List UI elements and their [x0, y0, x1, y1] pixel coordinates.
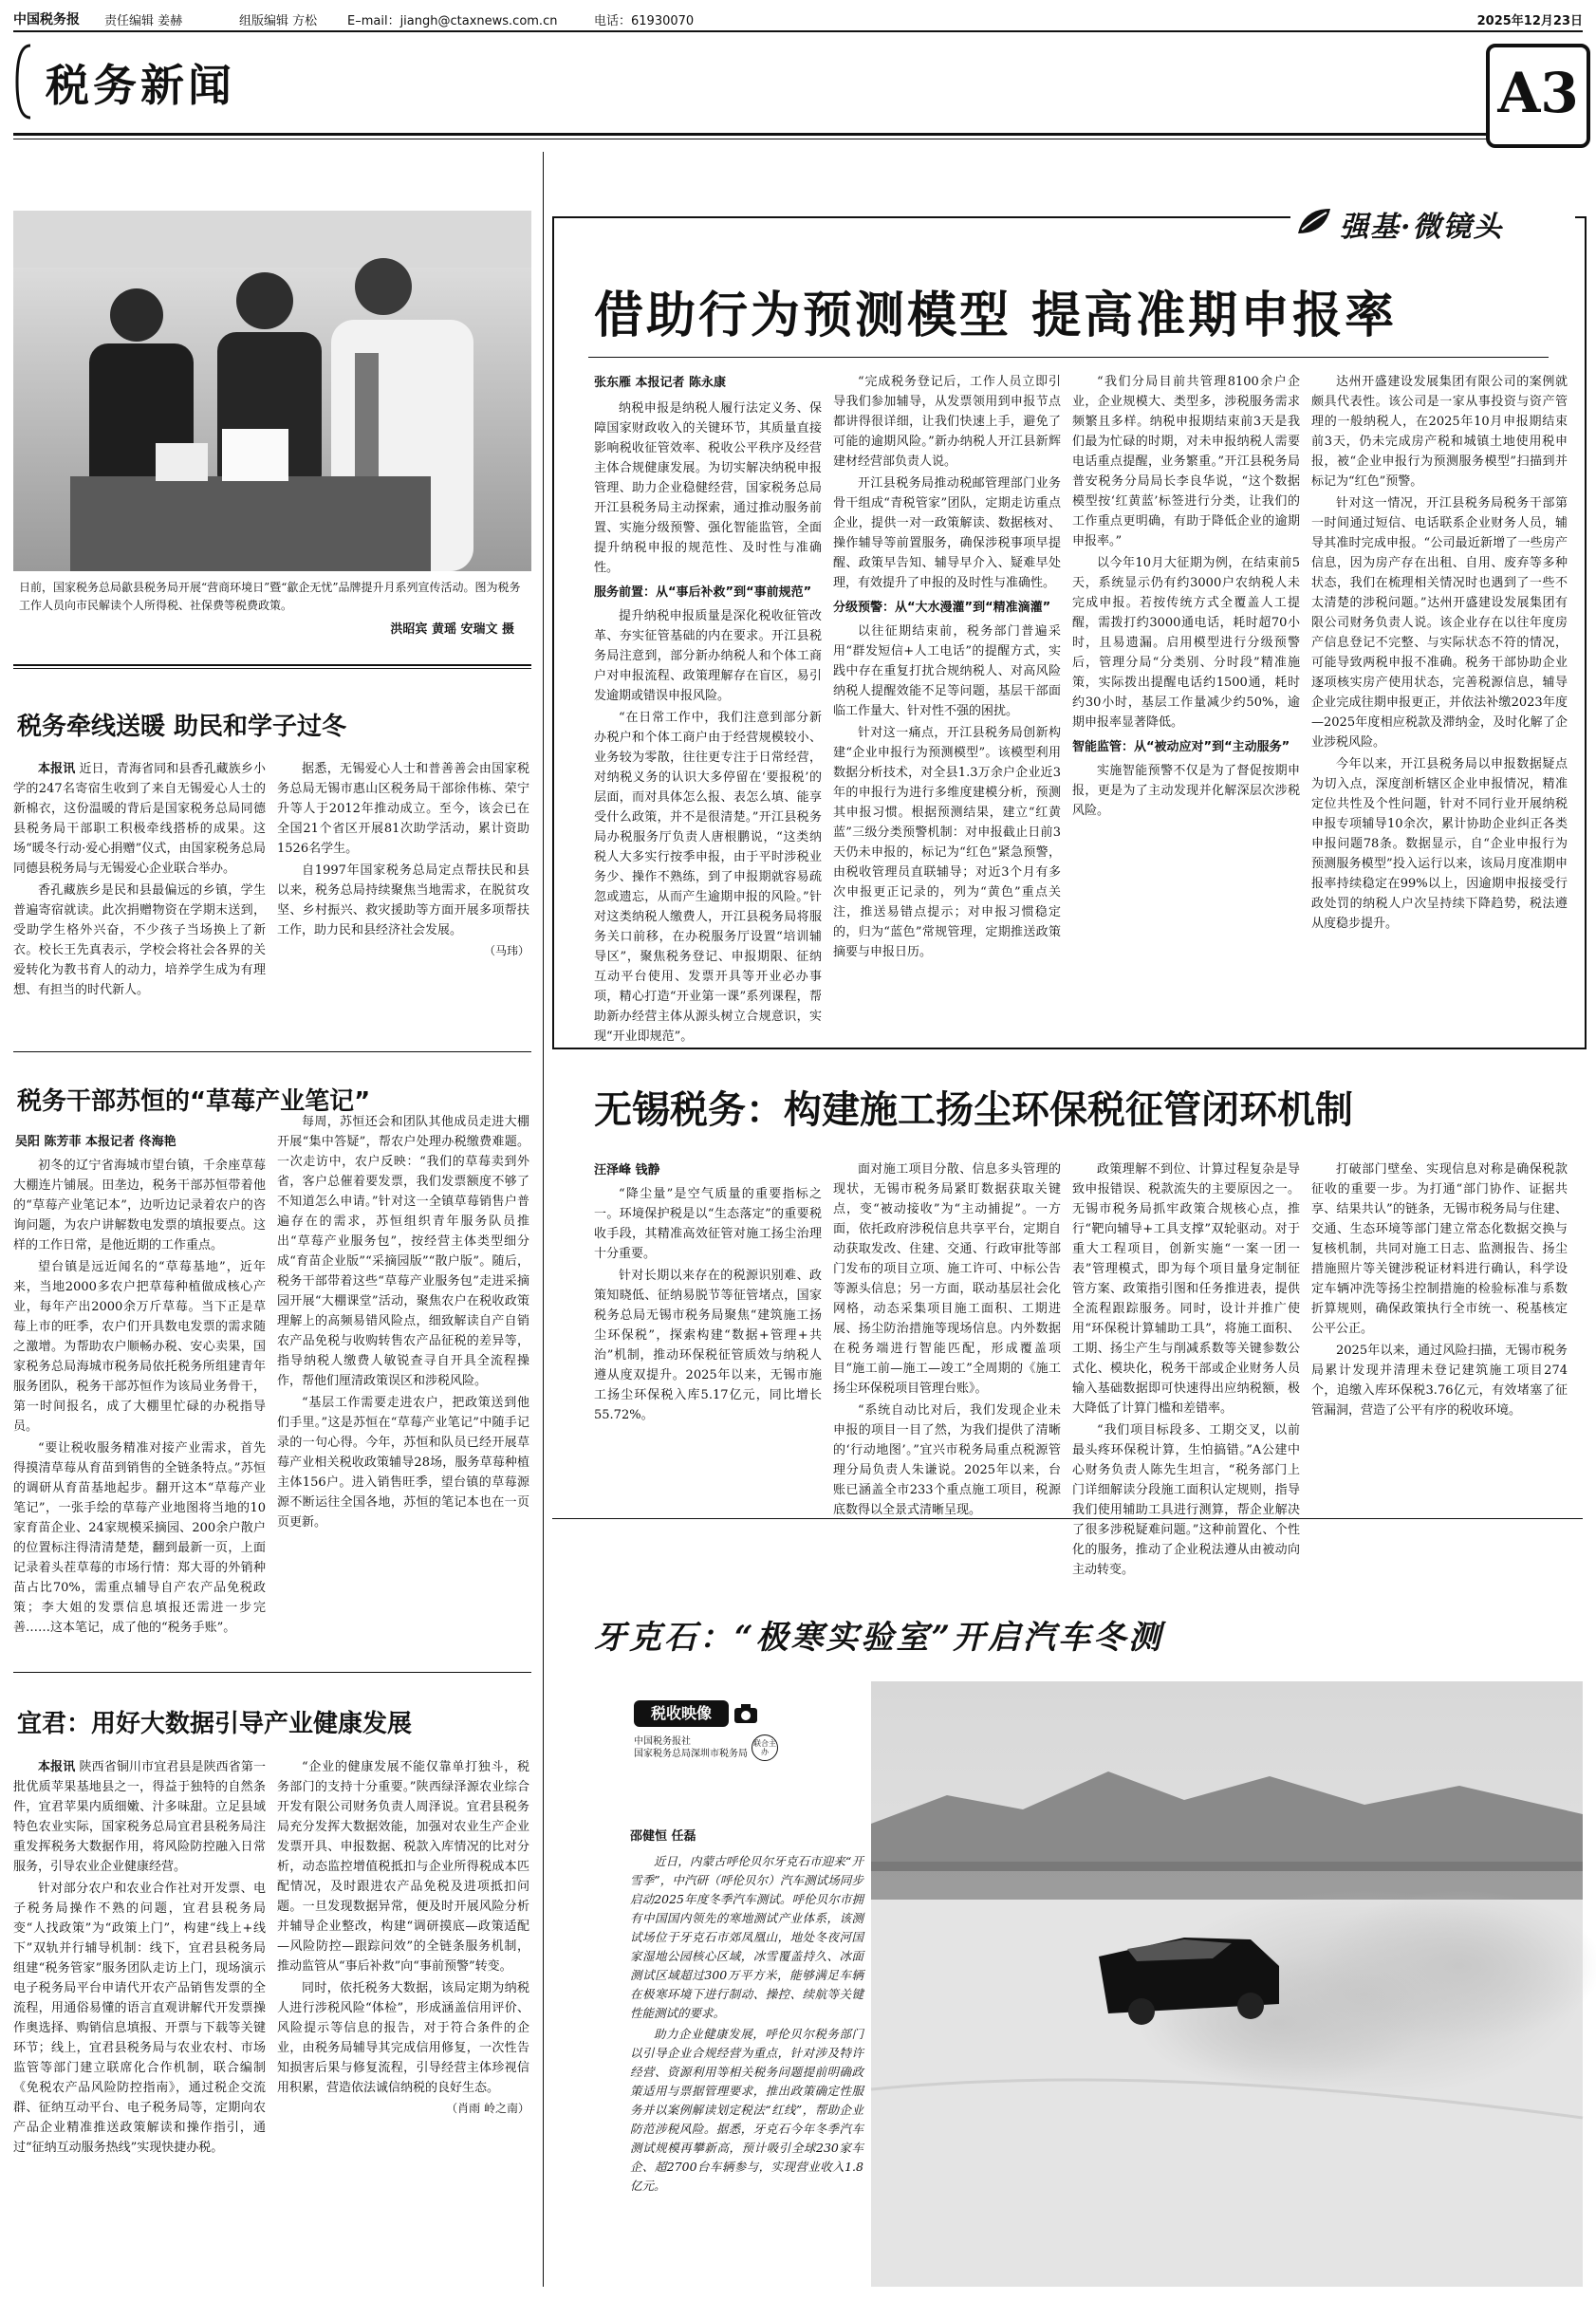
wuxi-col2: [833, 1159, 1061, 1517]
winter-car-test-photo: [871, 1681, 1583, 2287]
article2-p2: 望台镇是远近闻名的“草莓基地”，近年来，当地2000多农户把草莓种植做成核心产业，每年产出2000余万斤草莓。当下正是草莓上市的旺季，农户们开具数电发票的需求随之激增。为帮助农户顺畅办税、安心卖果，国家税务总局海城市税务局依托税务所组建青年服务团队，税务干部苏恒作为该局业务骨干，第一时间报名，成了大棚里忙碌的办税指导员。: [13, 1260, 266, 1434]
main-p3: “在日常工作中，我们注意到部分新办税户和个体工商户由于经营规模较小、业务较为零散，往往更专注于日常经营，对纳税义务的认识大多停留在‘要报税’的层面，而对具体怎么报、表怎么填、能享受什么政策，并不是很清楚。”开江县税务局办税服务厅负责人唐根鹏说，“这类纳税人大多实行按季申报，由于平时涉税业务少、操作不熟练，到了申报期就容易疏忽或遗忘，从而产生逾期申报的风险。”针对这类纳税人缴费人，开江县税务局将服务关口前移，在办税服务厅设置“培训辅导区”，聚焦税务登记、申报期限、征纳互动平台使用、发票开具等开业必办事项，精心打造“开业第一课”系列课程，帮助新办经营主体从源头树立合规意识，实现“开业即规范”。: [594, 711, 822, 1044]
article3-p4: 同时，依托税务大数据，该局定期为纳税人进行涉税风险“体检”，形成涵盖信用评价、风险提示等信息的报告，对于符合条件的企业，由税务局辅导其完成信用修复，一次性告知损害后果与修复流程，引导经营主体珍视信用积累，营造依法诚信纳税的良好生态。: [277, 1981, 529, 2095]
wuxi-col1: [594, 1184, 822, 1497]
main-p8: “我们分局目前共管理8100余户企业，企业规模大、类型多，涉税服务需求频繁且多样。纳税申报期结束前3天是我们最为忙碌的时期，对未申报纳税人需要电话重点提醒，业务繁重。”开江县税务局普安税务分局局长李良华说，“这个数据模型按‘红黄蓝’标签进行分类，让我们的工作重点更明确，有助于降低企业的逾期申报率。”: [1072, 375, 1300, 548]
article3-lead: 本报讯: [38, 1760, 76, 1774]
article2-col1: [13, 1156, 266, 1659]
main-p11: 达州开盛建设发展集团有限公司的案例就颇具代表性。该公司是一家从事投资与资产管理的一般纳税人，在2025年10月申报期结束前3天，仍未完成房产税和城镇土地使用税申报，被“企业申报行为预测服务模型”扫描到并标记为“红色”预警。: [1311, 375, 1568, 489]
section-title: 税务新闻: [46, 60, 235, 111]
article3-sign: （肖雨 岭之南）: [446, 2102, 529, 2115]
photo1-credit: 洪昭宾 黄瑶 安瑞文 摄: [390, 622, 514, 637]
main-p2: 提升纳税申报质量是深化税收征管改革、夯实征管基础的内在要求。开江县税务局注意到，部分新办纳税人和个体工商户对申报流程、政策理解存在盲区，易引发逾期或错误申报风险。: [594, 609, 822, 703]
main-subhead3: 智能监管：从“被动应对”到“主动服务”: [1072, 740, 1290, 754]
wuxi-byline: 汪泽峰 钱静: [594, 1163, 660, 1178]
issue-date: 2025年12月23日: [1476, 14, 1583, 28]
main-p6: 以往征期结束前，税务部门普遍采用“群发短信+人工电话”的提醒方式，实践中存在重复打扰合规纳税人、对高风险纳税人提醒效能不足等问题，基层干部面临工作量大、针对性不强的困扰。: [833, 624, 1061, 718]
wuxi-title: 无锡税务：构建施工扬尘环保税征管闭环机制: [594, 1088, 1353, 1132]
yakeshi-title: 牙克石：“极寒实验室”开启汽车冬测: [594, 1619, 1164, 1657]
section-header: [13, 42, 355, 121]
layout-credit: 组版编辑 方松: [239, 14, 318, 28]
email-info: E–mail：jiangh@ctaxnews.com.cn: [347, 14, 558, 28]
article1-p4: 自1997年国家税务总局定点帮扶民和县以来，税务总局持续聚焦当地需求，在脱贫攻坚、乡村振兴、救灾援助等方面开展多项帮扶工作，助力民和县经济社会发展。: [277, 863, 529, 937]
page-number: A3: [1497, 61, 1579, 125]
wuxi-p4: “系统自动比对后，我们发现企业未申报的项目一目了然，为我们提供了清晰的‘行动地图’。”宜兴市税务局重点税源管理分局负责人朱谦说。2025年以来，台账已涵盖全市233个重点施工项目，税源底数得以全景式清晰呈现。: [833, 1403, 1061, 1517]
article3-p2: 针对部分农户和农业合作社对开发票、电子税务局操作不熟的问题，宜君县税务局变“人找政策”为“政策上门”，构建“线上+线下”双轨并行辅导机制：线下，宜君县税务局组建“税务管家”服务团队走访上门，现场演示电子税务局平台申请代开农产品销售发票的全流程，用通俗易懂的语言直观讲解代开发票操作奥选择、购销信息填报、开票与下载等关键环节；线上，宜君县税务局与农业农村、市场监管等部门建立联席化合作机制，联合编制《免税农产品风险防控指南》，通过税企交流群、征纳互动平台、电子税务局等，定期向农产品企业精准推送政策解读和操作指引，通过“征纳互动服务热线”实现快捷办税。: [13, 1882, 266, 2155]
article1-sign: （马玮）: [483, 944, 529, 957]
article2-title: 税务干部苏恒的“草莓产业笔记”: [17, 1087, 371, 1116]
wuxi-p1: “降尘量”是空气质量的重要指标之一。环境保护税是以“生态落定”的重要税收手段，其精准高效征管对施工扬尘治理十分重要。: [594, 1187, 822, 1261]
snow-drift-photo-illustration: [871, 1681, 1583, 2287]
main-p10: 实施智能预警不仅是为了督促按期申报，更是为了主动发现并化解深层次涉税风险。: [1072, 764, 1300, 818]
badge-seal: 联合主办: [752, 1734, 778, 1761]
main-title: 借助行为预测模型 提高准期申报率: [594, 287, 1398, 344]
article1-p1: 近日，青海省同和县香孔藏族乡小学的247名寄宿生收到了来自无锡爱心人士的新棉衣，这份温暖的背后是国家税务总局同德县税务局干部职工积极牵线搭桥的成果。这场“暖冬行动·爱心捐赠”仪式，由国家税务总局同德县税务局与无锡爱心企业联合举办。: [13, 762, 266, 876]
yakeshi-p1: 近日，内蒙古呼伦贝尔牙克石市迎来“开雪季”，中汽研（呼伦贝尔）汽车测试场同步启动2025年度冬季汽车测试。呼伦贝尔市拥有中国国内领先的寒地测试产业体系，该测试场位于牙克石市郊凤凰山，地处冬夜河国家湿地公园核心区域，冰雪覆盖持久、冰面测试区域超过300万平方米，能够满足车辆在极寒环境下进行制动、操控、续航等关键性能测试的要求。: [630, 1854, 863, 2020]
article3-p1: 陕西省铜川市宜君县是陕西省第一批优质苹果基地县之一，得益于独特的自然条件，宜君苹果内质细嫩、汁多味甜。立足县域特色农业实际，国家税务总局宜君县税务局注重发挥税务大数据作用，将风险防控融入日常服务，引导农业企业健康经营。: [13, 1760, 266, 1874]
article1-title: 税务牵线送暖 助民和学子过冬: [17, 713, 347, 741]
article1-col1: [13, 759, 266, 1044]
wuxi-p6: “我们项目标段多、工期交叉，以前最头疼环保税计算，生怕搞错。”A公建中心财务负责人陈先生坦言，“税务部门上门详细解读分段施工面积认定规则，指导我们使用辅助工具进行测算，帮企业解决了很多涉税疑难问题。”这种前置化、个性化的服务，推动了企业税法遵从由被动向主动转变。: [1072, 1423, 1300, 1577]
wuxi-col4: [1311, 1159, 1568, 1497]
article2-p3: “要让税收服务精准对接产业需求，首先得摸清草莓从育苗到销售的全链条特点。”苏恒的调研从育苗基地起步。翻开这本“草莓产业笔记”，一张手绘的草莓产业地图将当地的10家育苗企业、24家规模采摘园、200余户散户的位置标注得清清楚楚，翻到最新一页，上面记录着头茬草莓的市场行情：郑大哥的外销种苗占比70%，需重点辅导自产农产品免税政策；李大姐的发票信息填报还需进一步完善……这本笔记，成了他的“税务手账”。: [13, 1441, 266, 1635]
wuxi-p5: 政策理解不到位、计算过程复杂是导致申报错误、税款流失的主要原因之一。无锡市税务局抓牢政策合规核心点，推行“靶向辅导+工具支撑”双轮驱动。对于重大工程项目，创新实施“一案一团一表”管理模式，即为每个项目量身定制征管方案、政策指引图和任务推进表，提供全流程跟踪服务。同时，设计并推广使用“环保税计算辅助工具”，将施工面积、工期、扬尘产生与削减系数等关键参数公式化、模块化，税务干部或企业财务人员输入基础数据即可快速得出应纳税额，极大降低了计算门槛和差错率。: [1072, 1162, 1300, 1416]
article1-col2: [277, 759, 529, 1044]
photo1-caption: [19, 579, 526, 615]
main-p1: 纳税申报是纳税人履行法定义务、保障国家财政收入的关键环节，其质量直接影响税收征管效率、税收公平秩序及经营主体合规健康发展。为切实解决纳税申报管理、助力企业稳健经营，国家税务总局开江县税务局主动探索，通过推动服务前置、实施分级预警、强化智能监管，全面提升纳税申报的规范性、及时性与准确性。: [594, 401, 822, 575]
article1-p2: 香孔藏族乡是民和县最偏远的乡镇，学生普遍寄宿就读。此次捐赠物资在学期末送到，受助学生格外兴奋，不少孩子当场换上了新衣。校长王先真表示，学校会将社会各界的关爱转化为教书育人的动力，培养学生成为有理想、有担当的时代新人。: [13, 883, 266, 997]
wuxi-p3: 面对施工项目分散、信息多头管理的现状，无锡市税务局紧盯数据获取关键点，变“被动接收”为“主动捕捉”。一方面，依托政府涉税信息共享平台，定期自动获取发改、住建、交通、行政审批等部门发布的项目立项、施工许可、中标公告等源头信息；另一方面，联动基层社会化网格，动态采集项目施工面积、工期进展、扬尘防治措施等现场信息。内外数据在税务端进行智能匹配，形成覆盖项目“施工前—施工—竣工”全周期的《施工扬尘环保税项目管理台账》。: [833, 1162, 1061, 1396]
yakeshi-text: [630, 1852, 863, 2289]
wuxi-col3: [1072, 1159, 1300, 1577]
main-byline: 张东雁 本报记者 陈永康: [594, 376, 727, 390]
article3-col2: [277, 1757, 529, 2289]
yakeshi-byline: 邵健恒 任磊: [630, 1829, 696, 1844]
article2-col2: [277, 1112, 529, 1659]
phone-info: 电话：61930070: [594, 14, 695, 28]
article2-byline: 吴阳 陈芳菲 本报记者 佟海艳: [15, 1135, 176, 1149]
editor-credit: 责任编辑 姜赫: [104, 14, 183, 28]
article3-title: 宜君：用好大数据引导产业健康发展: [17, 1710, 413, 1738]
photo1-caption-text: 日前，国家税务总局歙县税务局开展“营商环境日”暨“歙企无忧”品牌提升月系列宣传活动。图为税务工作人员向市民解读个人所得税、社保费等税费政策。: [19, 581, 521, 612]
main-p13: 今年以来，开江县税务局以申报数据疑点为切入点，深度剖析辖区企业申报情况，精准定位共性及个性问题，针对不同行业开展纳税申报专项辅导10余次，累计协助企业纠正各类申报问题78条。数据显示，自“企业申报行为预测服务模型”投入运行以来，该局月度准期申报率持续稳定在99%以上，因逾期申报接受行政处罚的纳税人户次呈持续下降趋势，税法遵从度稳步提升。: [1311, 757, 1568, 931]
page-number-box: [1486, 44, 1590, 148]
camera-icon: [733, 1700, 759, 1727]
badge-main: 税收映像: [634, 1700, 729, 1727]
feature-banner-text: 强基·微镜头: [1340, 211, 1504, 244]
main-subhead2: 分级预警：从“大水漫灌”到“精准滴灌”: [833, 601, 1051, 615]
main-col3: [1072, 372, 1300, 1042]
people-photo-illustration: [13, 211, 531, 571]
article2-p4: 每周，苏恒还会和团队其他成员走进大棚开展“集中答疑”，帮农户处理办税缴费难题。一次走访中，农户反映：“我们的草莓卖到外省，客户总催着要发票，我们发票额度不够了不知道怎么申请。”针对这一全镇草莓销售户普遍存在的需求，苏恒组织青年服务队员推出“草莓产业服务包”，按经营主体类型细分成“育苗企业版”“采摘园版”“散户版”。随后，税务干部带着这些“草莓产业服务包”走进采摘园开展“大棚课堂”活动，聚焦农户在税收政策理解上的高频易错风险点，细致解读自产自销农产品免税与收购转售农产品征税的差异等，指导纳税人缴费人敏锐查寻自开具全流程操作，帮他们厘清政策误区和涉税风险。: [277, 1115, 529, 1388]
feature-banner: [1290, 199, 1575, 244]
yakeshi-p2: 助力企业健康发展，呼伦贝尔税务部门以引导企业合规经营为重点，针对涉及特许经营、资源利用等相关税务问题提前明确政策适用与票据管理要求，推出政策确定性服务并以案例解读划定税法“红线”，帮助企业防范涉税风险。据悉，牙克石今年冬季汽车测试规模再攀新高，预计吸引全球230家车企、超2700台车辆参与，实现营业收入1.8亿元。: [630, 2027, 863, 2193]
article1-lead: 本报讯: [38, 762, 76, 776]
badge-sub1: 中国税务报社: [634, 1736, 691, 1747]
tax-promo-photo: [13, 211, 531, 571]
paper-name: 中国税务报: [13, 12, 80, 28]
wuxi-p8: 2025年以来，通过风险扫描，无锡市税务局累计发现并清理未登记建筑施工项目274个，追缴入库环保税3.76亿元，有效堵塞了征管漏洞，营造了公平有序的税收环境。: [1311, 1344, 1568, 1418]
decorative-leaf-icon: [1296, 205, 1334, 237]
article2-p5: “基层工作需要走进农户，把政策送到他们手里。”这是苏恒在“草莓产业笔记”中随手记录的一句心得。今年，苏恒和队员已经开展草莓产业相关税收政策辅导28场，服务草莓种植主体156户。进入销售旺季，望台镇的草莓源源不断运往全国各地，苏恒的笔记本也在一页页更新。: [277, 1396, 529, 1530]
wuxi-p2: 针对长期以来存在的税源识别难、政策知晓低、征纳易脱节等征管堵点，国家税务总局无锡市税务局聚焦“建筑施工扬尘环保税”，探索构建“数据+管理+共治”机制，推动环保税征管质效与纳税人遵从度双提升。2025年以来，无锡市施工扬尘环保税入库5.17亿元，同比增长55.72%。: [594, 1269, 822, 1422]
main-col1: [594, 399, 822, 1042]
article3-p3: “企业的健康发展不能仅靠单打独斗，税务部门的支持十分重要。”陕西绿泽源农业综合开发有限公司财务负责人周泽说。宜君县税务局充分发挥大数据效能，加强对农业生产企业发票开具、申报数据、税款入库情况的比对分析，动态监控增值税抵扣与企业所得税成本匹配情况，及时跟进农产品免税及进项抵扣问题。一旦发现数据异常，便及时开展风险分析并辅导企业整改，构建“调研摸底—政策适配—风险防控—跟踪问效”的全链条服务机制，推动监管从“事后补救”向“事前预警”转变。: [277, 1760, 529, 1974]
column-badge: [630, 1700, 791, 1814]
main-p4: “完成税务登记后，工作人员立即引导我们参加辅导，从发票领用到申报节点都讲得很详细，让我们快速上手，避免了可能的逾期风险。”新办纳税人开江县新辉建材经营部负责人说。: [833, 375, 1061, 469]
article1-p3: 据悉，无锡爱心人士和普善善会由国家税务总局无锡市惠山区税务局干部徐伟栋、荣宁升等人于2012年推动成立。至今，该会已在全国21个省区开展81次助学活动，累计资助1526名学生。: [277, 762, 529, 856]
main-p9: 以今年10月大征期为例，在结束前5天，系统显示仍有约3000户农纳税人未完成申报。若按传统方式全覆盖人工提醒，需拨打约3000通电话，耗时超70小时，且易遗漏。启用模型进行分级预警后，管理分局“分类别、分时段”精准施策，实际拨出提醒电话约1500通，耗时约30小时，基层工作量减少约50%，逾期申报率显著降低。: [1072, 556, 1300, 730]
badge-sub2: 国家税务总局深圳市税务局: [634, 1749, 748, 1759]
main-subhead1: 服务前置：从“事后补救”到“事前规范”: [594, 585, 812, 600]
main-p5: 开江县税务局推动税邮管理部门业务骨干组成“青税管家”团队，定期走访重点企业，提供一对一政策解读、数据核对、操作辅导等前置服务，确保涉税事项早提醒、政策早告知、辅导早介入、疑难早处理，有效提升了申报的及时性与准确性。: [833, 476, 1061, 590]
main-col4: [1311, 372, 1568, 1042]
top-info-bar: [13, 8, 1583, 28]
wuxi-p7: 打破部门壁垒、实现信息对称是确保税款征收的重要一步。为打通“部门协作、证据共享、结果共认”的链条，无锡市税务局与住建、交通、生态环境等部门建立常态化数据交换与复核机制，共同对施工日志、监测报告、扬尘措施照片等关键涉税证材料进行确认，科学设定车辆冲洗等扬尘控制措施的检验标准与系数折算规则，确保政策执行全市统一、税基核定公平公正。: [1311, 1162, 1568, 1336]
article3-col1: [13, 1757, 266, 2289]
main-p12: 针对这一情况，开江县税务局税务干部第一时间通过短信、电话联系企业财务人员，辅导其准时完成申报。“公司最近新增了一些房产信息，因为房产存在出租、自用、废弃等多种状态，我们在梳理相关情况时也遇到了一些不太清楚的涉税问题。”达州开盛建设发展集团有限公司财务负责人说。该企业存在以往年度房产信息登记不完整、与实际状态不符的情况，可能导致两税申报不准确。税务干部协助企业逐项核实房产使用状态，完善税源信息，辅导企业完成往期申报更正，并依法补缴2023年度—2025年度相应税款及滞纳金，及时化解了企业涉税风险。: [1311, 496, 1568, 750]
article2-p1: 初冬的辽宁省海城市望台镇，千余座草莓大棚连片铺展。田垄边，税务干部苏恒带着他的“草莓产业笔记本”，边听边记录着农户的咨询问题，为农户讲解数电发票的填报要点。这样的工作日常，是他近期的工作重点。: [13, 1159, 266, 1252]
main-p7: 针对这一痛点，开江县税务局创新构建“企业申报行为预测模型”。该模型利用数据分析技术，对全县1.3万余户企业近3年的申报行为进行多维度建模分析，预测其申报习惯。根据预测结果，建立“红黄蓝”三级分类预警机制：对申报截止日前3天仍未申报的，标记为“红色”紧急预警，由税收管理员直联辅导；对近3个月有多次申报更正记录的，列为“黄色”重点关注，推送易错点提示；对申报习惯稳定的，归为“蓝色”常规管理，定期推送政策摘要与申报日历。: [833, 726, 1061, 959]
main-col2: [833, 372, 1061, 1042]
